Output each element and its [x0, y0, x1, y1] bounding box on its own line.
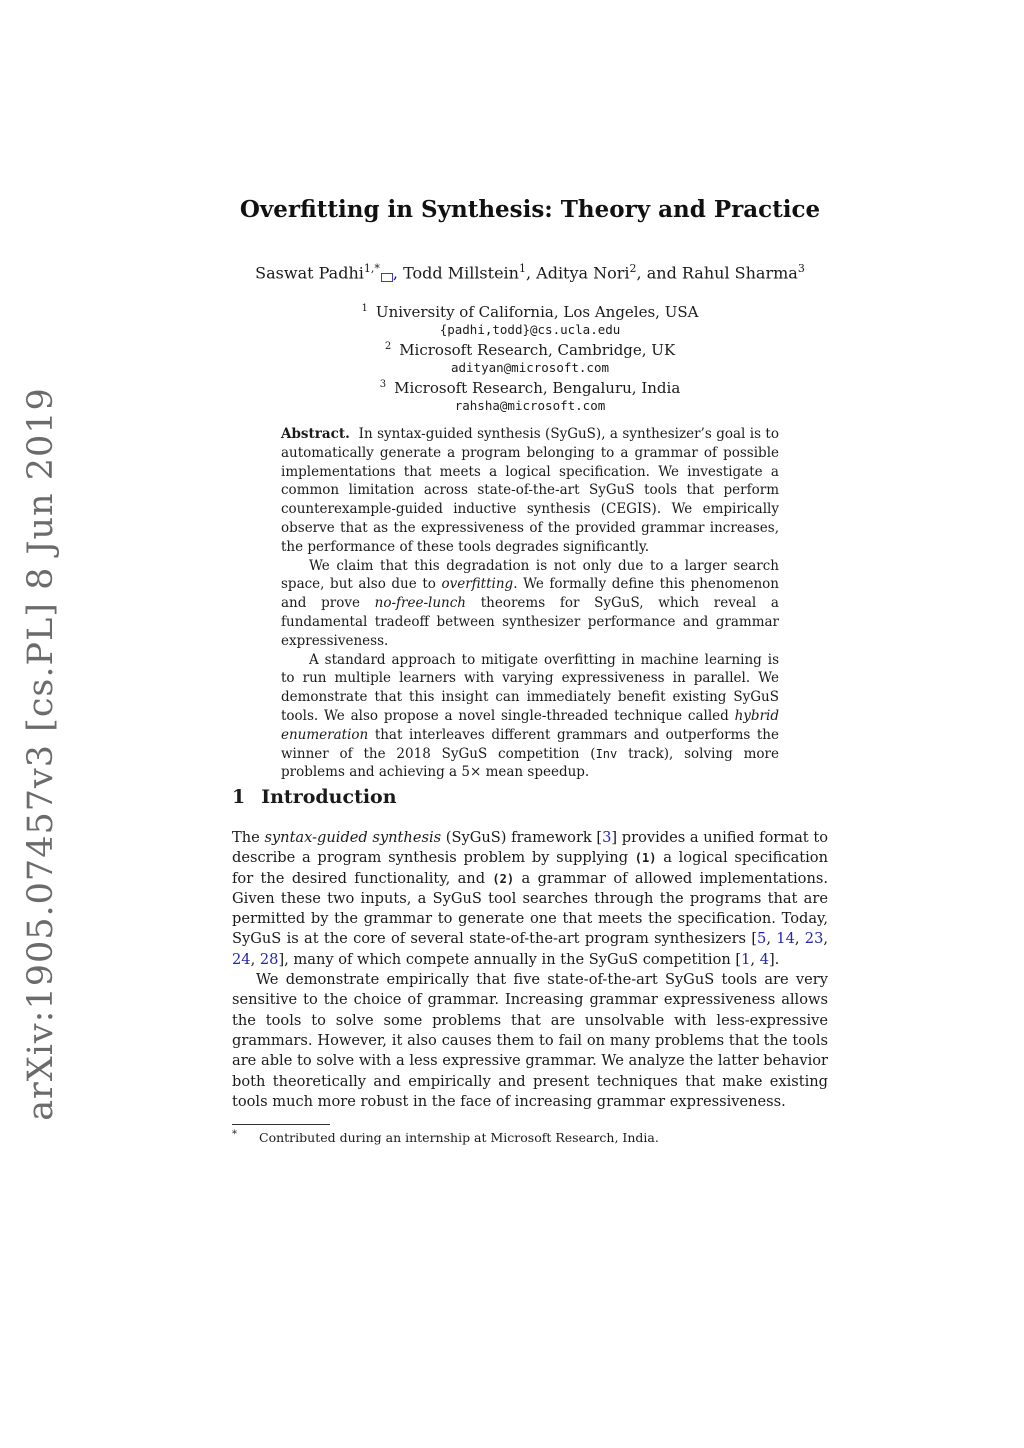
author-affil-mark: 2	[629, 262, 637, 275]
affiliations	[0, 300, 1024, 414]
author-list	[0, 262, 1024, 282]
intro-body	[232, 828, 828, 1112]
arxiv-sidebar	[18, 387, 64, 1121]
citation-link[interactable]: 3	[602, 829, 612, 846]
author-affil-mark: 1	[518, 262, 526, 275]
section-heading: 1 Introduction	[232, 786, 397, 808]
author-name: Saswat Padhi	[255, 263, 364, 283]
author-name: , and Rahul Sharma	[636, 263, 798, 283]
abstract	[281, 425, 779, 782]
affiliation: $^3$ Microsoft Research, Bengaluru, India	[379, 379, 681, 397]
affiliation: $^2$ Microsoft Research, Cambridge, UK	[384, 341, 676, 359]
footnote-divider	[232, 1124, 330, 1125]
arxiv-identifier: arXiv:1905.07457v3 [cs.PL] 8 Jun 2019	[21, 387, 61, 1121]
citation-link[interactable]: 14	[776, 930, 795, 948]
affiliation-email: rahsha@microsoft.com	[454, 398, 606, 413]
citation-link[interactable]: 24	[232, 950, 251, 968]
body-paragraph: The syntax-guided synthesis (SyGuS) framework [3] provides a unified format to describe a program synthesis problem by supplying (1) a logical specification for the desired functionality, and (2) a grammar of allowed implementations. Given these two inputs, a SyGuS tool searches through the programs that are permitted by the grammar to generate one that meets the specification. Today, SyGuS is at the core of several state-of-the-art program synthesizers [5, 14, 23, 24, 28], many of which compete annually in the SyGuS competition [1, 4].	[232, 829, 829, 968]
citation-link[interactable]: 5	[757, 930, 767, 948]
email-icon[interactable]	[381, 273, 393, 282]
abstract-paragraph: Abstract. In syntax-guided synthesis (SyGuS), a synthesizer’s goal is to automatically generate a program belonging to a grammar of possible implementations that meets a logical specification. We investigate a common limitation across state-of-the-art SyGuS tools that perform counterexample-guided inductive synthesis (CEGIS). We empirically observe that as the expressiveness of the provided grammar increases, the performance of these tools degrades significantly.	[281, 426, 779, 555]
body-paragraph: We demonstrate empirically that five state-of-the-art SyGuS tools are very sensitive to the choice of grammar. Increasing grammar expressiveness allows the tools to solve some problems that are unsolvable with less-expressive grammars. However, it also causes them to fail on many problems that the tools are able to solve with a less expressive grammar. We analyze the latter behavior both theoretically and empirically and present techniques that make existing tools much more robust in the face of increasing grammar expressiveness.	[232, 971, 828, 1110]
author-affil-mark[interactable]: 1,*	[363, 262, 380, 275]
citation-link[interactable]: 23	[804, 930, 824, 948]
abstract-paragraph: A standard approach to mitigate overfitting in machine learning is to run multiple learners with varying expressiveness in parallel. We demonstrate that this insight can immediately benefit existing SyGuS tools. We also propose a novel single-threaded technique called hybrid enumeration that interleaves different grammars and outperforms the winner of the 2018 SyGuS competition (Inv track), solving more problems and achieving a 5× mean speedup.	[281, 651, 779, 781]
affiliation-email: adityan@microsoft.com	[450, 360, 610, 375]
citation-link[interactable]: 1	[741, 950, 751, 968]
citation-link[interactable]: 4	[759, 950, 769, 968]
affiliation: $^1$ University of California, Los Angeles, USA	[361, 303, 699, 321]
affiliation-email: {padhi,todd}@cs.ucla.edu	[439, 322, 621, 337]
abstract-paragraph: We claim that this degradation is not only due to a larger search space, but also due to overfitting. We formally define this phenomenon and prove no-free-lunch theorems for SyGuS, which reveal a fundamental tradeoff between synthesizer performance and grammar expressiveness.	[281, 557, 780, 649]
author-name: , Aditya Nori	[525, 263, 630, 283]
author-affil-mark: 3	[797, 262, 805, 275]
footnote: * Contributed during an internship at Microsoft Research, India.	[232, 1129, 659, 1146]
paper-title: Overfitting in Synthesis: Theory and Practice	[239, 196, 821, 223]
citation-link[interactable]: 28	[259, 950, 279, 968]
author-name: , Todd Millstein	[392, 263, 519, 283]
